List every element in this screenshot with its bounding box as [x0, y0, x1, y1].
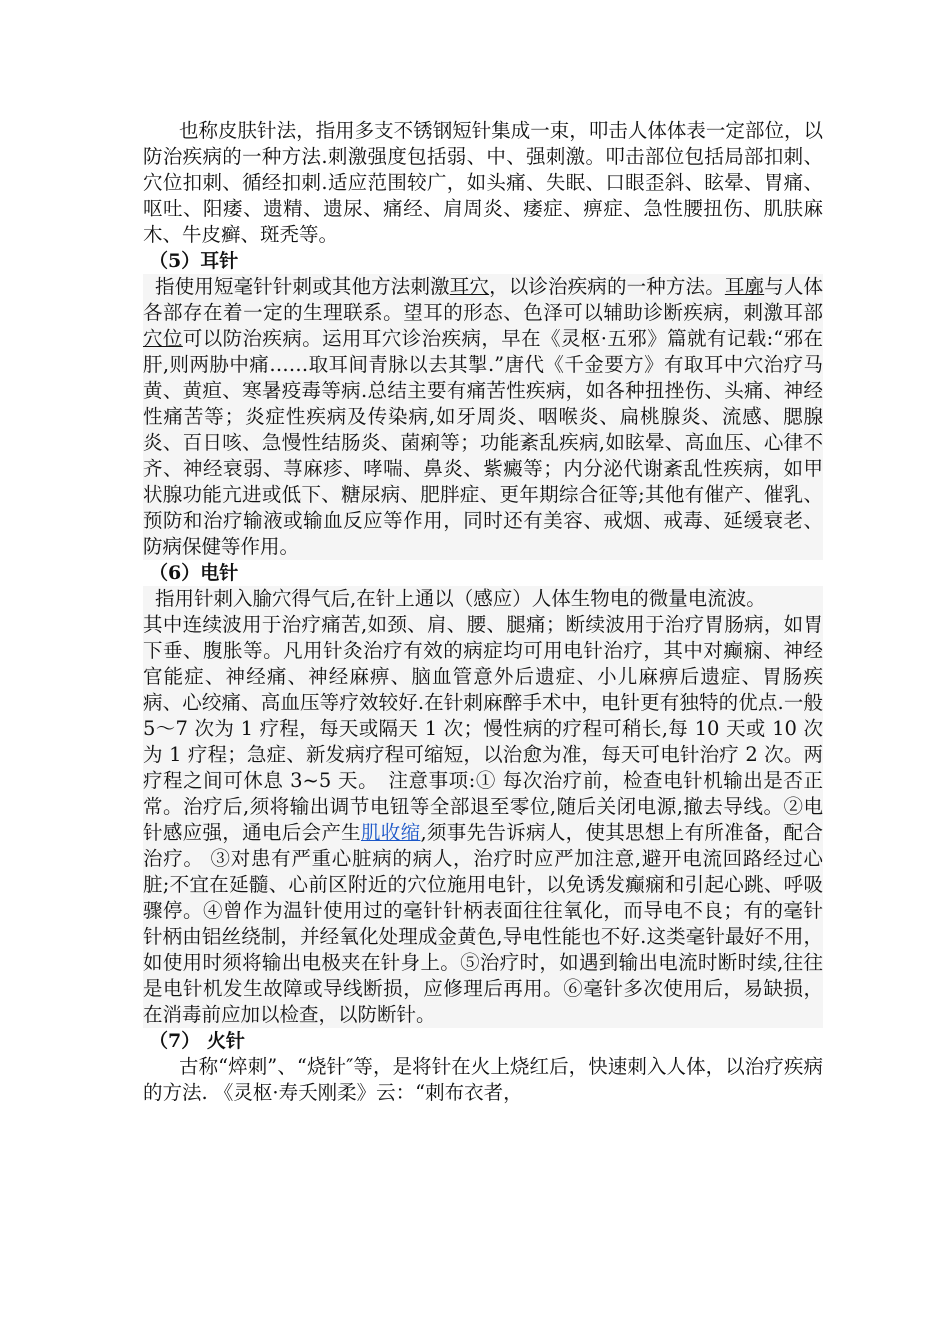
section-6-paragraph-1: 指用针刺入腧穴得气后,在针上通以（感应）人体生物电的微量电流波。 — [143, 586, 823, 612]
text-run: ,须事先告诉病人，使其思想上有所准备，配合治疗。 ③对患有严重心脏病的病人，治疗时应严加注意,避开电流回路经过心脏;不宜在延髓、心前区附近的穴位施用电针，以免诱发癫痫和引起心跳、呼吸骤停。④曾作为温针使用过的毫针针柄表面往往氧化，而导电不良；有的毫针针柄由铝丝绕制，并经氧化处理成金黄色,导电性能也不好.这类毫针最好不用，如使用时须将输出电极夹在针身上。⑤治疗时，如遇到输出电流时断时续,往往是电针机发生故障或导线断损，应修理后再用。⑥毫针多次使用后，易缺损，在消毒前应加以检查，以防断针。 — [143, 821, 823, 1026]
text-run: 其中连续波用于治疗痛苦,如颈、肩、腰、腿痛；断续波用于治疗胃肠病，如胃下垂、腹胀等。凡用针灸治疗有效的病症均可用电针治疗，其中对癫痫、神经官能症、神经痛、神经麻痹、脑血管意外后遗症、小儿麻痹后遗症、胃肠疾病、心绞痛、高血压等疗效较好.在针刺麻醉手术中，电针更有独特的优点.一般 5～7 次为 1 疗程，每天或隔天 1 次；慢性病的疗程可稍长,每 10 天或 10 次为 1 疗程；急症、新发病疗程可缩短，以治愈为准，每天可电针治疗 2 次。两疗程之间可休息 3~5 天。 注意事项:① 每次治疗前，检查电针机输出是否正常。治疗后,须将输出调节电钮等全部退至零位,随后关闭电源,撤去导线。②电针感应强，通电后会产生 — [143, 613, 823, 844]
section-7-heading: （7） 火针 — [149, 1030, 245, 1052]
section-5-heading: （5）耳针 — [149, 250, 239, 272]
text-run: 与人体各部存在着一定的生理联系。望耳的形态、色泽可以辅助诊断疾病，刺激耳部 — [143, 275, 823, 324]
intro-paragraph: 也称皮肤针法，指用多支不锈钢短针集成一束，叩击人体体表一定部位，以防治疾病的一种方法.刺激强度包括弱、中、强刺激。叩击部位包括局部扣刺、穴位扣刺、循经扣刺.适应范围较广，如头痛、失眠、口眼歪斜、眩晕、胃痛、呕吐、阳痿、遗精、遗尿、痛经、肩周炎、痿症、痹症、急性腰扭伤、肌肤麻木、牛皮癣、斑秃等。 — [143, 119, 823, 246]
underlined-term-acupoint: 穴位 — [143, 327, 183, 350]
underlined-term-auricle: 耳廓 — [724, 275, 765, 298]
text-run: ，以诊治疾病的一种方法。 — [489, 275, 725, 298]
section-5-paragraph — [143, 274, 823, 560]
section-6-paragraph-2 — [143, 612, 823, 1028]
section-7-paragraph: 古称“焠刺”、“烧针″等，是将针在火上烧红后，快速刺入人体，以治疗疾病的方法. 《灵枢·寿夭刚柔》云：“刺布衣者， — [143, 1055, 823, 1104]
text-run: 指使用短毫针针刺或其他方法刺激 — [155, 275, 450, 298]
section-6-heading: （6）电针 — [149, 562, 239, 584]
muscle-contraction-link[interactable]: 肌收缩 — [360, 821, 421, 844]
underlined-term-ear-point: 耳穴 — [449, 275, 490, 298]
text-run: 可以防治疾病。运用耳穴诊治疾病，早在《灵枢·五邪》篇就有记载:“邪在肝,则两胁中痛……取耳间青脉以去其掣.”唐代《千金要方》有取耳中穴治疗马黄、黄疸、寒暑疫毒等病.总结主要有痛苦性疾病，如各种扭挫伤、头痛、神经性痛苦等；炎症性疾病及传染病,如牙周炎、咽喉炎、扁桃腺炎、流感、腮腺炎、百日咳、急慢性结肠炎、菌痢等；功能紊乱疾病,如眩晕、高血压、心律不齐、神经衰弱、荨麻疹、哮喘、鼻炎、紫癜等；内分泌代谢紊乱性疾病，如甲状腺功能亢进或低下、糖尿病、肥胖症、更年期综合征等;其他有催产、催乳、预防和治疗输液或输血反应等作用，同时还有美容、戒烟、戒毒、延缓衰老、防病保健等作用。 — [143, 327, 823, 558]
document-page — [143, 118, 823, 1106]
